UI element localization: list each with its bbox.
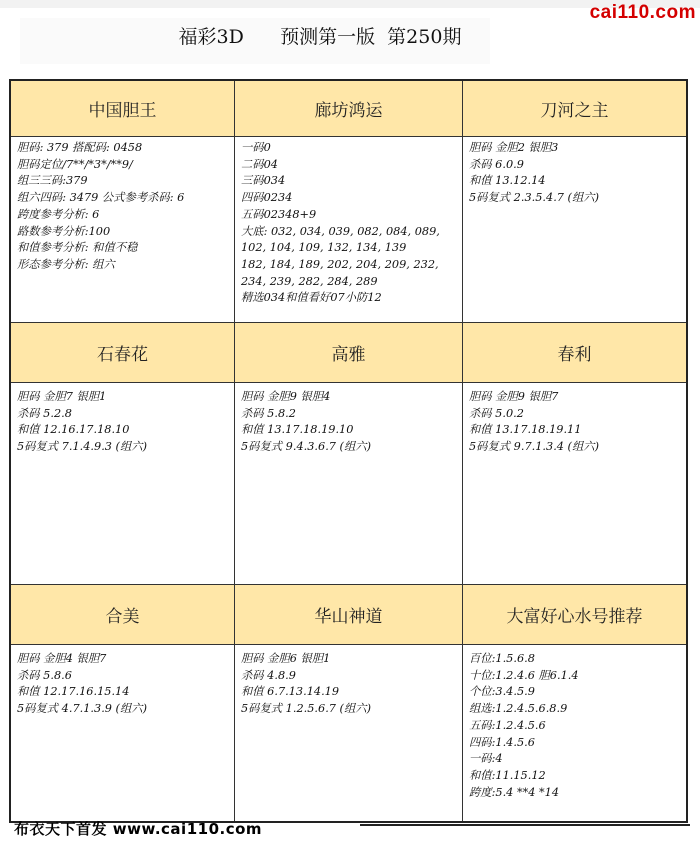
- expert-name: 春利: [557, 345, 592, 365]
- header-cell: [463, 81, 686, 137]
- prediction-line: 二码04: [241, 157, 278, 171]
- prediction-line: 胆码 金胆7 银胆1: [17, 390, 107, 403]
- prediction-line: 胆码 金胆4 银胆7: [17, 652, 107, 665]
- prediction-line: 组选:1.2.4.5.6.8.9: [469, 702, 568, 716]
- prediction-line: 胆码 金胆6 银胆1: [241, 652, 331, 665]
- prediction-body: [11, 645, 235, 821]
- site-logo[interactable]: cai110.com: [589, 2, 696, 23]
- header-cell: [463, 585, 686, 645]
- prediction-line: 和值 12.16.17.18.10: [17, 423, 130, 437]
- header-cell: [235, 585, 463, 645]
- prediction-line: 组三三码:379: [17, 174, 88, 188]
- prediction-body: [235, 137, 463, 323]
- prediction-line: 形态参考分析: 组六: [17, 257, 115, 271]
- prediction-line: 5码复式 2.3.5.4.7 (组六): [469, 191, 599, 205]
- prediction-line: 182, 184, 189, 202, 204, 209, 232,: [241, 257, 439, 271]
- header-cell: [235, 81, 463, 137]
- prediction-line: 一码:4: [469, 752, 503, 766]
- prediction-line: 和值 13.12.14: [469, 174, 546, 188]
- prediction-line: 四码0234: [241, 191, 293, 205]
- prediction-line: 胆码 金胆2 银胆3: [469, 141, 559, 154]
- prediction-body: [11, 137, 235, 323]
- prediction-line: 精选034和值看好07小防12: [241, 291, 382, 305]
- prediction-body: [11, 383, 235, 585]
- prediction-line: 胆码: 379 搭配码: 0458: [17, 141, 143, 154]
- prediction-line: 234, 239, 282, 284, 289: [241, 274, 378, 288]
- header-cell: [11, 81, 235, 137]
- expert-name: 合美: [105, 607, 140, 627]
- prediction-line: 杀码 5.0.2: [469, 406, 524, 420]
- header-cell: [11, 585, 235, 645]
- prediction-line: 和值:11.15.12: [469, 768, 546, 782]
- prediction-line: 5码复式 4.7.1.3.9 (组六): [17, 702, 147, 716]
- prediction-line: 5码复式 1.2.5.6.7 (组六): [241, 702, 371, 716]
- expert-name: 刀河之主: [540, 101, 609, 121]
- prediction-body: [235, 383, 463, 585]
- prediction-line: 一码0: [241, 141, 271, 154]
- header-cell: [235, 323, 463, 383]
- prediction-table: [9, 79, 688, 823]
- prediction-line: 三码034: [241, 174, 286, 188]
- prediction-line: 跨度参考分析: 6: [17, 207, 100, 221]
- expert-name: 大富好心水号推荐: [506, 607, 643, 627]
- prediction-line: 杀码 6.0.9: [469, 157, 524, 171]
- header-cell: [463, 323, 686, 383]
- prediction-line: 5码复式 9.4.3.6.7 (组六): [241, 440, 371, 454]
- prediction-line: 杀码 5.2.8: [17, 406, 72, 420]
- prediction-line: 和值 6.7.13.14.19: [241, 685, 340, 699]
- footer-divider: [360, 824, 690, 826]
- prediction-line: 102, 104, 109, 132, 134, 139: [241, 241, 407, 255]
- prediction-line: 五码:1.2.4.5.6: [469, 718, 546, 732]
- prediction-line: 杀码 5.8.6: [17, 668, 72, 682]
- prediction-line: 和值 13.17.18.19.10: [241, 423, 354, 437]
- prediction-body: [463, 137, 686, 323]
- prediction-line: 跨度:5.4 **4 *14: [469, 785, 560, 799]
- page-title: 福彩3D 预测第一版 第250期: [178, 26, 462, 48]
- prediction-line: 四码:1.4.5.6: [469, 735, 535, 749]
- prediction-body: [235, 645, 463, 821]
- prediction-line: 和值参考分析: 和值不稳: [17, 241, 138, 255]
- prediction-line: 5码复式 7.1.4.9.3 (组六): [17, 440, 147, 454]
- prediction-line: 百位:1.5.6.8: [469, 652, 535, 665]
- prediction-body: [463, 383, 686, 585]
- prediction-line: 五码02348+9: [241, 207, 317, 221]
- prediction-line: 和值 13.17.18.19.11: [469, 423, 582, 437]
- expert-name: 石春花: [97, 345, 148, 365]
- expert-name: 廊坊鸿运: [314, 101, 383, 121]
- prediction-line: 路数参考分析:100: [17, 224, 111, 238]
- prediction-body: [463, 645, 686, 821]
- prediction-line: 个位:3.4.5.9: [469, 685, 535, 699]
- prediction-line: 杀码 4.8.9: [241, 668, 296, 682]
- prediction-line: 大底: 032, 034, 039, 082, 084, 089,: [241, 224, 440, 238]
- prediction-line: 组六四码: 3479 公式参考杀码: 6: [17, 191, 185, 205]
- prediction-line: 胆码 金胆9 银胆4: [241, 390, 331, 403]
- footer-credit: 布衣天下首发 www.cai110.com: [14, 820, 263, 838]
- header-cell: [11, 323, 235, 383]
- prediction-line: 5码复式 9.7.1.3.4 (组六): [469, 440, 599, 454]
- prediction-line: 胆码定位/7**/*3*/**9/: [17, 157, 133, 171]
- prediction-line: 十位:1.2.4.6 胆6.1.4: [469, 668, 579, 682]
- prediction-line: 胆码 金胆9 银胆7: [469, 390, 559, 403]
- prediction-line: 杀码 5.8.2: [241, 406, 296, 420]
- prediction-line: 和值 12.17.16.15.14: [17, 685, 130, 699]
- expert-name: 高雅: [331, 345, 366, 365]
- expert-name: 华山神道: [314, 607, 383, 627]
- expert-name: 中国胆王: [88, 101, 157, 121]
